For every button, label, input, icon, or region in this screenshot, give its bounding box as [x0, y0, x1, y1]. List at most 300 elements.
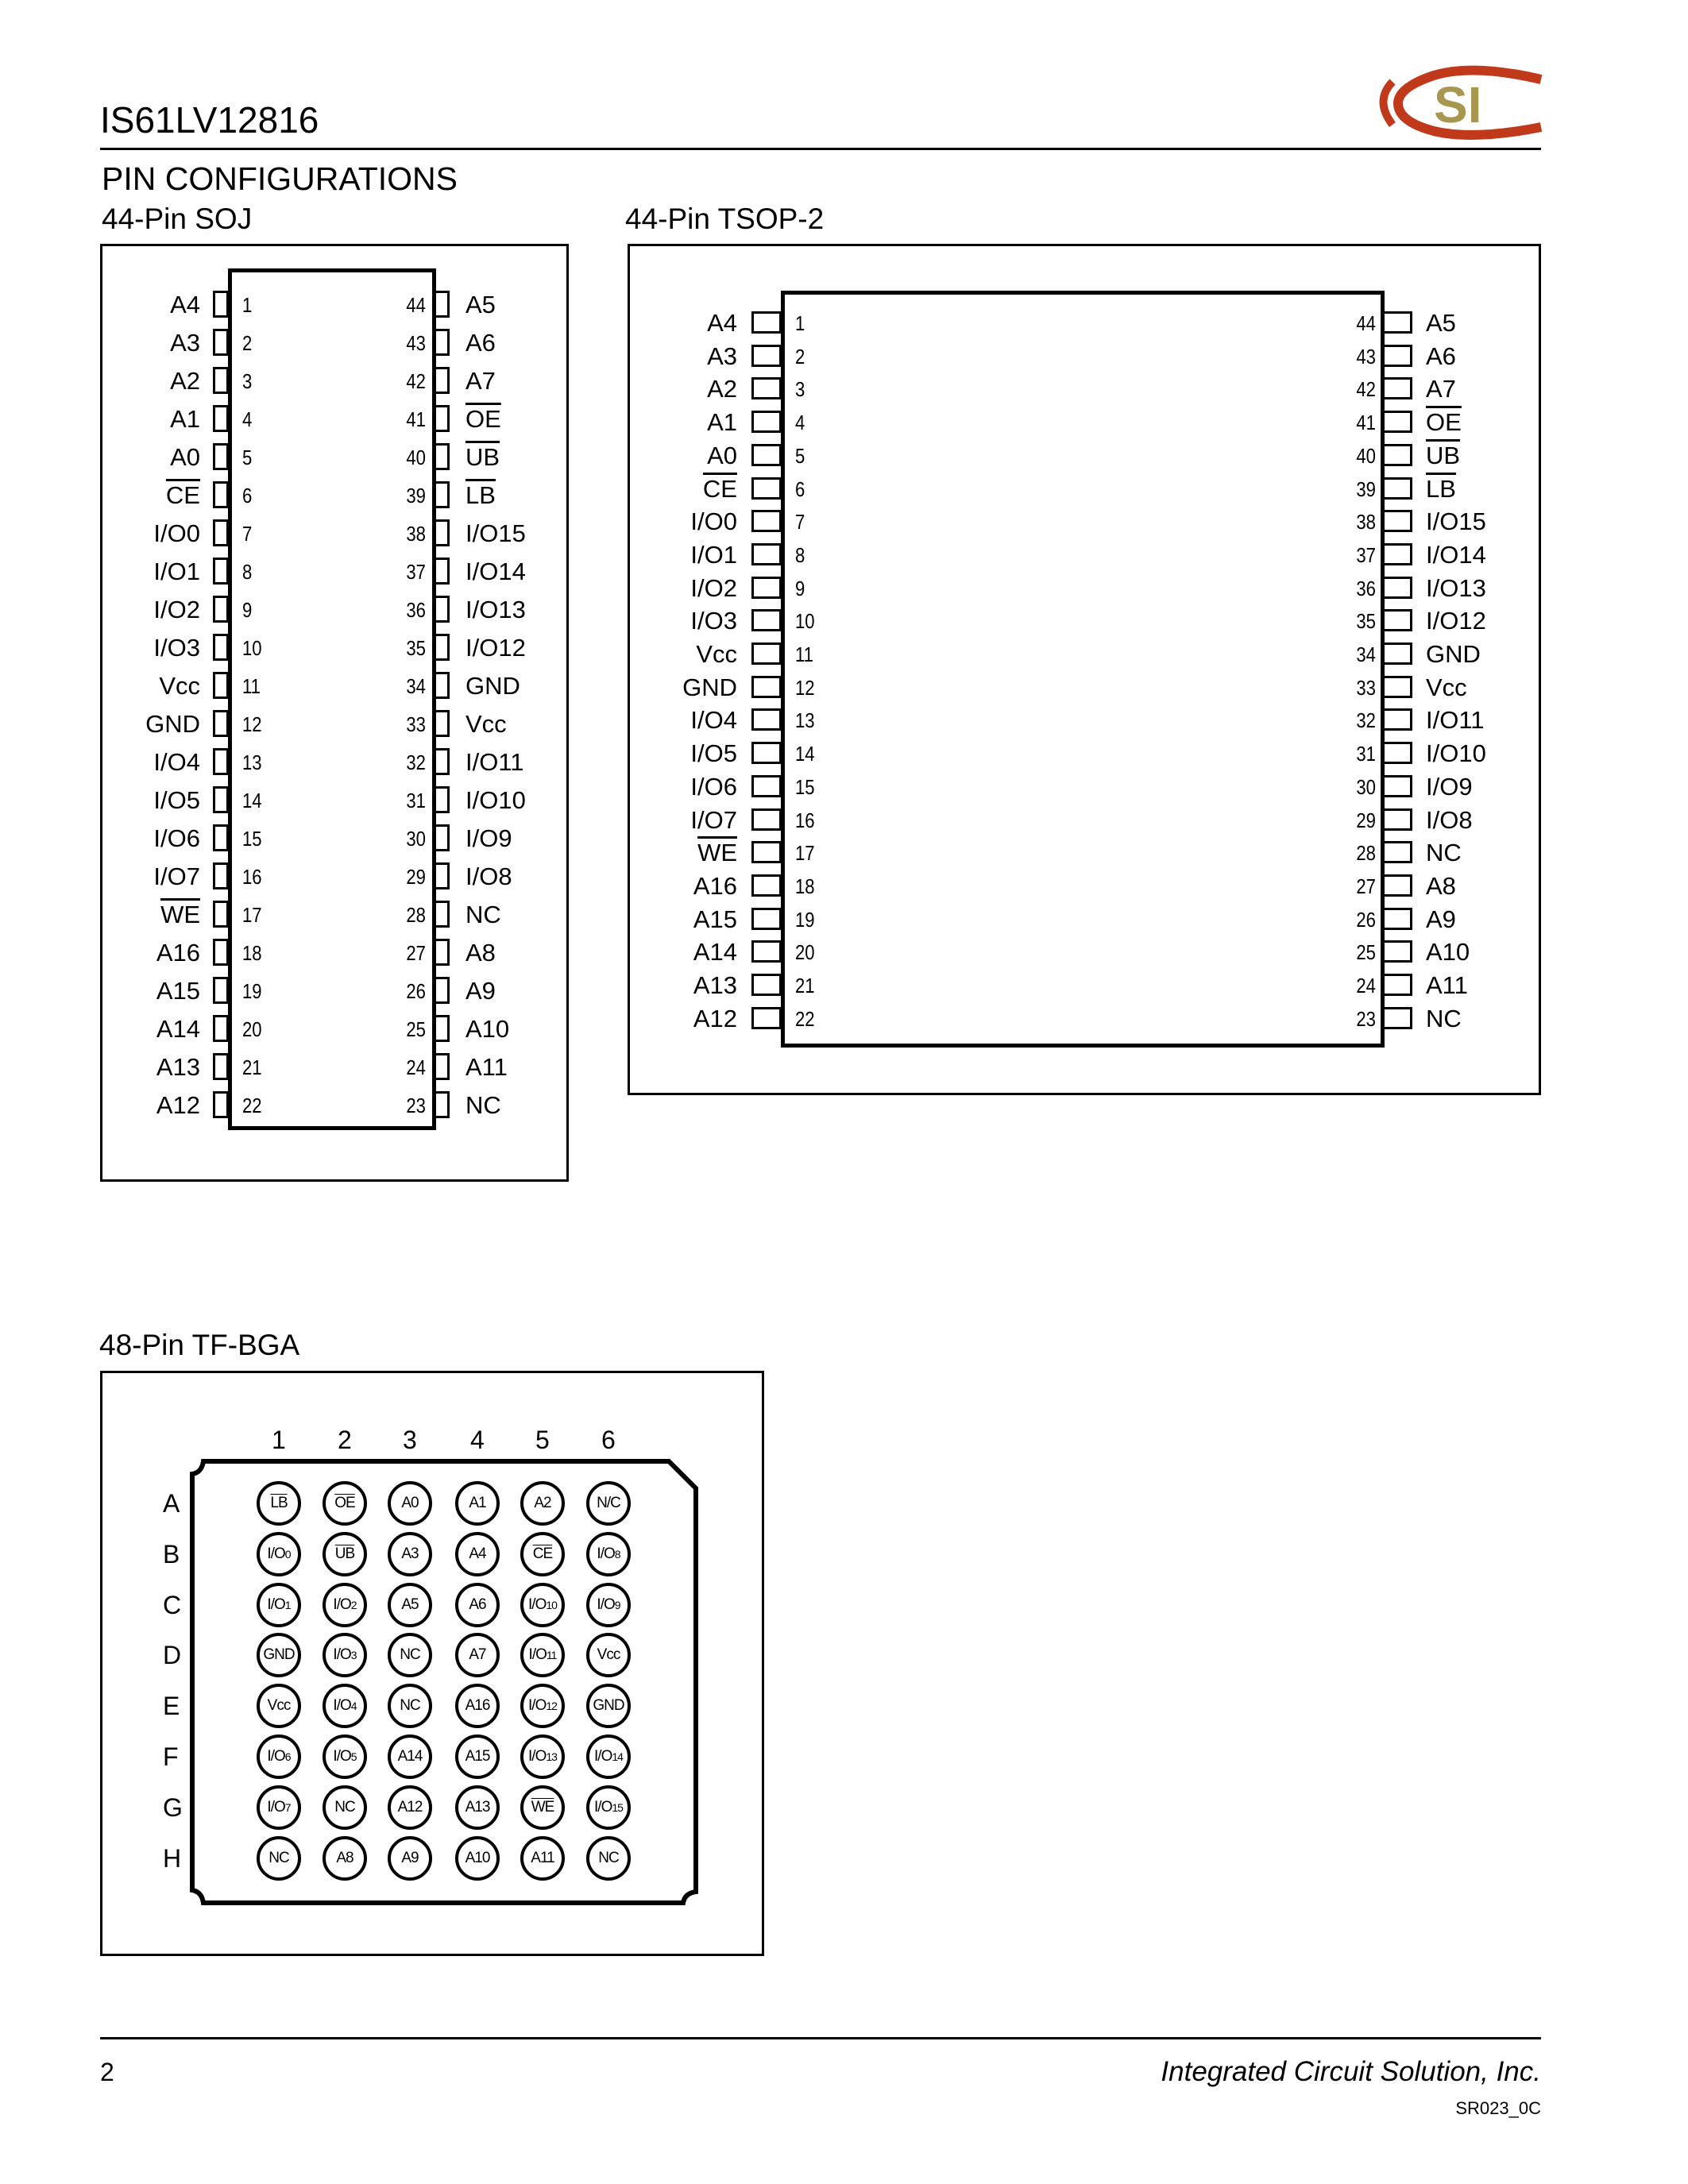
- pin-lead: [1382, 510, 1412, 532]
- pin-number: 35: [406, 636, 426, 660]
- bga-ball: A2: [520, 1481, 565, 1526]
- pin-number: 16: [795, 808, 815, 832]
- bga-ball: $\overline{CE}$: [520, 1532, 565, 1576]
- pin-label: A11: [465, 1053, 508, 1081]
- pin-number: 29: [1356, 808, 1376, 832]
- bga-ball: A3: [388, 1532, 432, 1576]
- bga-ball: A13: [455, 1785, 500, 1830]
- pin-label: $\overline{UB}$: [465, 443, 500, 471]
- pin-lead: [213, 634, 229, 661]
- bga-ball: I/O 5: [323, 1734, 367, 1779]
- pin-number: 44: [1356, 311, 1376, 335]
- pin-lead: [751, 477, 782, 500]
- bga-ball: A10: [455, 1836, 500, 1881]
- bga-ball: I/O 12: [520, 1684, 565, 1728]
- pin-label: A16: [693, 871, 737, 900]
- pin-lead: [213, 1091, 229, 1118]
- pin-lead: [434, 367, 450, 394]
- pin-number: 32: [1356, 708, 1376, 733]
- pin-label: A1: [707, 408, 737, 437]
- pin-number: 23: [1356, 1006, 1376, 1031]
- pin-label: I/O10: [1426, 739, 1486, 768]
- pin-number: 40: [406, 446, 426, 469]
- pin-lead: [751, 841, 782, 863]
- bga-ball: N/C: [586, 1481, 631, 1526]
- bga-ball: I/O 2: [323, 1583, 367, 1627]
- pin-label: I/O11: [465, 748, 524, 776]
- pin-label: I/O10: [465, 786, 526, 814]
- bga-row-label: G: [163, 1792, 183, 1822]
- pin-label: I/O13: [465, 596, 526, 623]
- bga-ball: A15: [455, 1734, 500, 1779]
- pin-label: A1: [170, 405, 200, 433]
- pin-number: 25: [406, 1017, 426, 1041]
- pin-lead: [751, 510, 782, 532]
- pin-label: I/O12: [1426, 607, 1486, 635]
- pin-number: 31: [406, 789, 426, 812]
- pin-number: 37: [406, 560, 426, 584]
- pin-number: 22: [795, 1006, 815, 1031]
- pin-lead: [434, 748, 450, 775]
- pin-number: 10: [795, 609, 815, 634]
- pin-number: 41: [1356, 411, 1376, 435]
- pin-number: 23: [406, 1094, 426, 1117]
- pin-number: 34: [1356, 642, 1376, 666]
- pin-number: 17: [242, 903, 262, 927]
- pin-label: A8: [1426, 871, 1456, 900]
- bga-ball: I/O 0: [257, 1532, 301, 1576]
- bga-ball: A5: [388, 1583, 432, 1627]
- pin-label: I/O2: [690, 573, 737, 602]
- pin-label: A6: [465, 329, 496, 357]
- pin-lead: [434, 786, 450, 813]
- pin-number: 39: [406, 484, 426, 507]
- pin-lead: [1382, 676, 1412, 698]
- pin-number: 15: [795, 774, 815, 799]
- pin-lead: [751, 676, 782, 698]
- pin-number: 42: [1356, 377, 1376, 402]
- pin-lead: [751, 345, 782, 367]
- pin-label: A5: [1426, 309, 1456, 337]
- pin-number: 14: [795, 742, 815, 766]
- bga-ball: A8: [323, 1836, 367, 1881]
- pin-label: GND: [1426, 640, 1481, 668]
- pin-lead: [1382, 577, 1412, 599]
- bga-column-label: 5: [535, 1426, 550, 1454]
- pin-number: 39: [1356, 477, 1376, 501]
- pin-label: A5: [465, 291, 496, 318]
- pin-lead: [213, 786, 229, 813]
- bga-ball: I/O 1: [257, 1583, 301, 1627]
- pin-lead: [213, 558, 229, 585]
- pin-label: I/O13: [1426, 573, 1486, 602]
- pin-number: 33: [406, 712, 426, 736]
- pin-lead: [434, 672, 450, 699]
- pin-lead: [751, 411, 782, 433]
- bga-row-label: B: [163, 1539, 180, 1569]
- pin-label: $\overline{CE}$: [165, 481, 200, 509]
- bga-ball: $\overline{UB}$: [323, 1532, 367, 1576]
- pin-label: NC: [465, 901, 501, 928]
- bga-ball: A9: [388, 1836, 432, 1881]
- pin-lead: [751, 1007, 782, 1029]
- bga-ball: A14: [388, 1734, 432, 1779]
- pin-number: 43: [406, 331, 426, 355]
- pin-label: A4: [170, 291, 200, 318]
- pin-lead: [751, 311, 782, 334]
- pin-label: $\overline{WE}$: [160, 901, 200, 928]
- pin-lead: [213, 748, 229, 775]
- pin-label: I/O3: [153, 634, 200, 662]
- pin-label: $\overline{CE}$: [702, 474, 737, 503]
- pin-label: I/O7: [153, 862, 200, 890]
- pin-lead: [213, 329, 229, 356]
- pin-label: Vcc: [1426, 673, 1467, 701]
- pin-lead: [213, 367, 229, 394]
- pin-label: I/O0: [153, 519, 200, 547]
- pin-number: 8: [795, 542, 805, 567]
- bga-ball: A1: [455, 1481, 500, 1526]
- pin-label: $\overline{WE}$: [697, 839, 737, 867]
- pin-number: 9: [242, 598, 253, 622]
- pin-label: GND: [145, 710, 200, 738]
- pin-lead: [1382, 345, 1412, 367]
- header-rule: [100, 148, 1541, 150]
- pin-label: I/O5: [153, 786, 200, 814]
- bga-ball: GND: [586, 1684, 631, 1728]
- pin-number: 18: [242, 941, 262, 965]
- bga-ball: NC: [388, 1684, 432, 1728]
- bga-ball: I/O 10: [520, 1583, 565, 1627]
- pin-number: 18: [795, 874, 815, 898]
- bga-ball: A16: [455, 1684, 500, 1728]
- pin-lead: [434, 901, 450, 928]
- pin-label: A6: [1426, 341, 1456, 370]
- pin-number: 4: [242, 407, 253, 431]
- bga-ball: I/O 11: [520, 1633, 565, 1677]
- pin-lead: [1382, 874, 1412, 897]
- pin-number: 38: [406, 522, 426, 546]
- pin-number: 1: [795, 311, 805, 335]
- svg-text:SI: SI: [1434, 76, 1482, 133]
- pin-label: $\overline{UB}$: [1426, 441, 1461, 469]
- pin-label: I/O3: [690, 607, 737, 635]
- pin-number: 20: [795, 940, 815, 965]
- pin-number: 8: [242, 560, 253, 584]
- bga-column-label: 2: [338, 1426, 352, 1454]
- pin-lead: [213, 862, 229, 889]
- bga-ball: I/O 14: [586, 1734, 631, 1779]
- pin-number: 28: [406, 903, 426, 927]
- pin-number: 5: [795, 443, 805, 468]
- pin-label: I/O4: [153, 748, 200, 776]
- pin-number: 30: [406, 827, 426, 851]
- pin-label: Vcc: [696, 640, 737, 668]
- pin-lead: [751, 377, 782, 399]
- soj-title: 44-Pin SOJ: [102, 203, 253, 235]
- pin-lead: [751, 974, 782, 996]
- pin-number: 24: [1356, 974, 1376, 997]
- document-code: SR023_0C: [1455, 2098, 1541, 2118]
- pin-lead: [434, 1091, 450, 1118]
- pin-label: A9: [465, 977, 496, 1005]
- pin-lead: [434, 710, 450, 737]
- pin-label: $\overline{LB}$: [465, 481, 496, 509]
- pin-lead: [751, 543, 782, 565]
- pin-label: I/O1: [153, 558, 200, 585]
- pin-lead: [434, 481, 450, 508]
- pin-lead: [434, 329, 450, 356]
- bga-row-label: E: [163, 1692, 180, 1721]
- bga-column-label: 1: [272, 1426, 286, 1454]
- pin-lead: [751, 775, 782, 797]
- pin-lead: [434, 939, 450, 966]
- pin-lead: [751, 642, 782, 665]
- bga-ball: NC: [388, 1633, 432, 1677]
- pin-label: A0: [707, 441, 737, 469]
- pin-label: A12: [156, 1091, 200, 1119]
- pin-number: 35: [1356, 609, 1376, 634]
- pin-lead: [751, 908, 782, 930]
- pin-lead: [751, 808, 782, 831]
- pin-number: 31: [1356, 742, 1376, 766]
- pin-lead: [1382, 974, 1412, 996]
- pin-number: 14: [242, 789, 262, 812]
- pin-label: A2: [707, 375, 737, 403]
- pin-label: I/O12: [465, 634, 526, 662]
- pin-lead: [213, 939, 229, 966]
- page-number: 2: [100, 2058, 114, 2086]
- bga-ball: $\overline{OE}$: [323, 1481, 367, 1526]
- pin-label: Vcc: [159, 672, 200, 700]
- pin-label: A9: [1426, 905, 1456, 933]
- pin-label: I/O14: [1426, 540, 1486, 569]
- pin-lead: [1382, 543, 1412, 565]
- bga-title: 48-Pin TF-BGA: [99, 1329, 300, 1361]
- pin-number: 5: [242, 446, 253, 469]
- pin-label: I/O8: [1426, 805, 1473, 834]
- pin-lead: [751, 742, 782, 764]
- pin-label: I/O15: [1426, 507, 1486, 536]
- pin-label: GND: [465, 672, 520, 700]
- company-name: Integrated Circuit Solution, Inc.: [1161, 2056, 1541, 2087]
- bga-ball: NC: [586, 1836, 631, 1881]
- pin-lead: [1382, 609, 1412, 631]
- pin-lead: [1382, 841, 1412, 863]
- pin-label: I/O2: [153, 596, 200, 623]
- pin-number: 12: [795, 675, 815, 700]
- pin-number: 20: [242, 1017, 262, 1041]
- section-title: PIN CONFIGURATIONS: [102, 160, 458, 197]
- pin-number: 26: [406, 979, 426, 1003]
- pin-lead: [1382, 642, 1412, 665]
- bga-ball: Vcc: [586, 1633, 631, 1677]
- pin-lead: [434, 1015, 450, 1042]
- bga-row-label: F: [163, 1742, 179, 1771]
- bga-column-label: 3: [403, 1426, 417, 1454]
- pin-number: 27: [1356, 874, 1376, 898]
- pin-label: A3: [707, 341, 737, 370]
- pin-number: 17: [795, 841, 815, 866]
- pin-number: 19: [795, 907, 815, 932]
- pin-number: 6: [242, 484, 253, 507]
- pin-number: 44: [406, 293, 426, 317]
- bga-ball: I/O 6: [257, 1734, 301, 1779]
- pin-number: 25: [1356, 940, 1376, 965]
- pin-number: 33: [1356, 675, 1376, 700]
- pin-label: A16: [156, 939, 200, 967]
- pin-lead: [213, 710, 229, 737]
- bga-ball: $\overline{LB}$: [257, 1481, 301, 1526]
- pin-label: A14: [693, 938, 737, 967]
- pin-label: I/O0: [690, 507, 737, 536]
- bga-package-outline: [189, 1458, 699, 1906]
- pin-lead: [434, 977, 450, 1004]
- pin-number: 24: [406, 1055, 426, 1079]
- pin-lead: [213, 1015, 229, 1042]
- pin-label: I/O11: [1426, 706, 1485, 735]
- bga-ball: A0: [388, 1481, 432, 1526]
- pin-number: 27: [406, 941, 426, 965]
- bga-row-label: C: [163, 1590, 182, 1619]
- footer-rule: [100, 2037, 1541, 2039]
- pin-number: 2: [795, 344, 805, 369]
- bga-ball: A4: [455, 1532, 500, 1576]
- pin-number: 34: [406, 674, 426, 698]
- pin-lead: [434, 862, 450, 889]
- pin-label: A0: [170, 443, 200, 471]
- pin-label: I/O7: [690, 805, 737, 834]
- pin-lead: [1382, 908, 1412, 930]
- bga-ball: A7: [455, 1633, 500, 1677]
- pin-number: 2: [242, 331, 253, 355]
- pin-number: 41: [406, 407, 426, 431]
- pin-lead: [213, 481, 229, 508]
- pin-number: 28: [1356, 841, 1376, 866]
- issi-logo: [1370, 60, 1549, 143]
- pin-number: 26: [1356, 907, 1376, 932]
- pin-lead: [1382, 477, 1412, 500]
- pin-lead: [1382, 775, 1412, 797]
- pin-label: A10: [465, 1015, 510, 1043]
- bga-row-label: A: [163, 1489, 180, 1518]
- pin-number: 3: [242, 369, 253, 393]
- pin-lead: [751, 708, 782, 731]
- pin-lead: [1382, 1007, 1412, 1029]
- bga-ball: I/O 9: [586, 1583, 631, 1627]
- bga-ball: I/O 7: [257, 1785, 301, 1830]
- pin-label: $\overline{OE}$: [465, 405, 501, 433]
- pin-label: I/O6: [690, 772, 737, 801]
- pin-number: 36: [406, 598, 426, 622]
- pin-label: A13: [693, 971, 737, 999]
- pin-label: A7: [1426, 375, 1456, 403]
- pin-label: Vcc: [465, 710, 507, 738]
- pin-number: 38: [1356, 510, 1376, 534]
- pin-number: 3: [795, 377, 805, 402]
- pin-number: 13: [242, 751, 262, 774]
- bga-ball: A12: [388, 1785, 432, 1830]
- part-number-title: IS61LV12816: [100, 99, 319, 141]
- pin-label: A15: [156, 977, 200, 1005]
- pin-number: 43: [1356, 344, 1376, 369]
- pin-number: 30: [1356, 774, 1376, 799]
- pin-label: I/O15: [465, 519, 526, 547]
- bga-column-label: 4: [470, 1426, 485, 1454]
- bga-ball: I/O 8: [586, 1532, 631, 1576]
- bga-ball: GND: [257, 1633, 301, 1677]
- pin-lead: [751, 874, 782, 897]
- pin-label: I/O4: [690, 706, 737, 735]
- bga-ball: A6: [455, 1583, 500, 1627]
- pin-number: 29: [406, 865, 426, 889]
- pin-number: 36: [1356, 576, 1376, 600]
- pin-label: NC: [1426, 1004, 1462, 1032]
- pin-lead: [213, 901, 229, 928]
- pin-lead: [751, 940, 782, 963]
- pin-lead: [213, 672, 229, 699]
- bga-row-label: H: [163, 1843, 182, 1873]
- bga-ball: I/O 13: [520, 1734, 565, 1779]
- bga-ball: Vcc: [257, 1684, 301, 1728]
- pin-number: 21: [242, 1055, 262, 1079]
- pin-lead: [434, 634, 450, 661]
- bga-ball: I/O 15: [586, 1785, 631, 1830]
- pin-label: $\overline{LB}$: [1426, 474, 1456, 503]
- pin-label: A13: [156, 1053, 200, 1081]
- pin-label: A10: [1426, 938, 1470, 967]
- bga-column-label: 6: [601, 1426, 616, 1454]
- pin-label: I/O14: [465, 558, 526, 585]
- tsop-title: 44-Pin TSOP-2: [625, 203, 825, 235]
- pin-label: A14: [156, 1015, 200, 1043]
- pin-lead: [213, 596, 229, 623]
- bga-ball: A11: [520, 1836, 565, 1881]
- pin-lead: [434, 558, 450, 585]
- bga-ball: $\overline{WE}$: [520, 1785, 565, 1830]
- pin-lead: [751, 609, 782, 631]
- pin-lead: [213, 443, 229, 470]
- pin-label: A15: [693, 905, 737, 933]
- pin-label: A11: [1426, 971, 1468, 999]
- pin-number: 15: [242, 827, 262, 851]
- pin-number: 7: [795, 510, 805, 534]
- pin-number: 13: [795, 708, 815, 733]
- pin-number: 11: [242, 674, 261, 698]
- pin-lead: [434, 405, 450, 432]
- pin-lead: [434, 596, 450, 623]
- pin-number: 37: [1356, 542, 1376, 567]
- pin-lead: [434, 824, 450, 851]
- pin-lead: [1382, 377, 1412, 399]
- pin-lead: [434, 519, 450, 546]
- pin-lead: [213, 824, 229, 851]
- pin-label: I/O6: [153, 824, 200, 852]
- pin-label: I/O9: [1426, 772, 1473, 801]
- pin-number: 11: [795, 642, 813, 666]
- bga-ball: I/O 4: [323, 1684, 367, 1728]
- pin-lead: [434, 1053, 450, 1080]
- pin-label: A8: [465, 939, 496, 967]
- pin-label: I/O9: [465, 824, 512, 852]
- pin-lead: [213, 1053, 229, 1080]
- pin-lead: [1382, 411, 1412, 433]
- pin-label: NC: [465, 1091, 501, 1119]
- pin-label: A4: [707, 309, 737, 337]
- pin-lead: [1382, 708, 1412, 731]
- pin-label: $\overline{OE}$: [1426, 408, 1462, 437]
- bga-ball: I/O 3: [323, 1633, 367, 1677]
